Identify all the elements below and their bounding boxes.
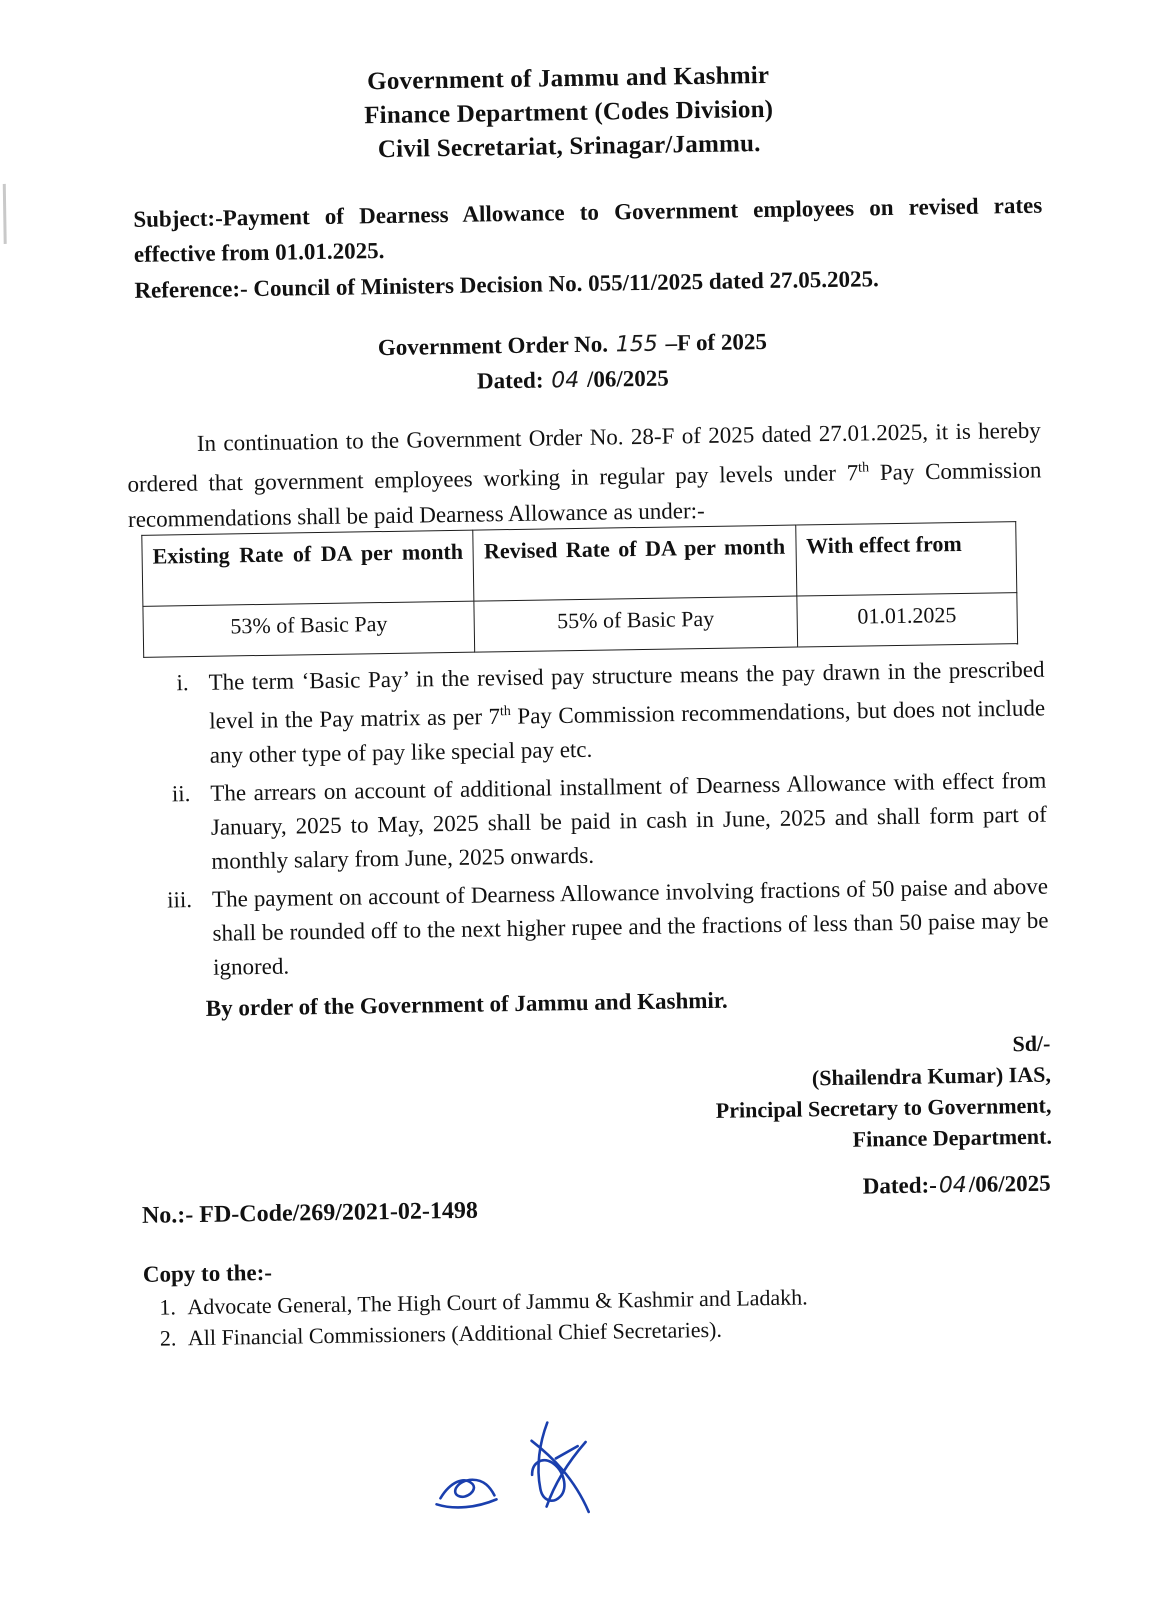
copy-to-title: Copy to the:- xyxy=(142,1259,273,1287)
clause-text xyxy=(212,869,1049,984)
copy-to-block xyxy=(143,1251,809,1353)
table-header-row xyxy=(142,522,1017,607)
order-number-prefix: Government Order No. xyxy=(377,331,609,361)
list-item: 2. All Financial Commissioners (Additional Chief Secretaries). xyxy=(182,1312,809,1353)
table-header-revised-rate: Revised Rate of DA per month xyxy=(473,525,796,601)
clause-text-part1: The arrears on account of additional installment of Dearness Allowance with effect from January, 2025 to May, 2025 shall be paid in cash in June, 2025 and shall form part of monthly salary from June, 2025 onwards. xyxy=(210,767,1047,874)
reference-text: Council of Ministers Decision No. 055/11/2025 dated 27.05.2025. xyxy=(253,266,880,302)
by-order-line: By order of the Government of Jammu and Kashmir. xyxy=(205,987,728,1021)
order-dated-label: Dated: xyxy=(476,367,544,394)
intro-text-part1: In continuation to the Government Order No. 28-F of 2025 dated 27.01.2025, it is hereby ordered that government employees working in regular pay levels under 7 xyxy=(127,417,1041,497)
cell-effect-from: 01.01.2025 xyxy=(796,593,1017,647)
reference-label: Reference:- xyxy=(134,276,248,303)
footer-dated-day-handwritten: 04 xyxy=(938,1172,968,1199)
subject-line xyxy=(133,188,1043,272)
paragraph-indent xyxy=(127,451,197,452)
clause-text xyxy=(208,653,1046,773)
footer-dated-rest: /06/2025 xyxy=(968,1170,1051,1197)
order-dated-day-handwritten: 04 xyxy=(551,367,580,394)
clause-text xyxy=(210,763,1047,878)
footer-dated-label: Dated:- xyxy=(862,1172,938,1199)
cell-revised-rate: 55% of Basic Pay xyxy=(474,596,797,652)
clause-list xyxy=(150,653,1049,990)
clause-text-part2: Pay Commission recommendations, but does not include any other type of pay like special pay etc. xyxy=(209,695,1046,768)
letterhead-line-address: Civil Secretariat, Srinagar/Jammu. xyxy=(377,130,761,164)
cell-existing-rate: 53% of Basic Pay xyxy=(143,601,475,657)
order-number-handwritten: 155 xyxy=(615,331,658,358)
list-item xyxy=(154,869,1049,985)
subject-label: Subject:- xyxy=(133,205,223,232)
clause-numeral: i. xyxy=(176,670,189,696)
signature-block xyxy=(715,1028,1053,1157)
handwritten-signature-icon xyxy=(427,1399,649,1542)
intro-text-part2: Pay Commission recommendations shall be paid Dearness Allowance as under:- xyxy=(127,457,1042,532)
list-item xyxy=(150,653,1046,774)
intro-superscript: th xyxy=(858,460,870,476)
page-edge-artifact xyxy=(3,184,7,244)
clause-text-part1: The payment on account of Dearness Allowance involving fractions of 50 paise and above shall be rounded off to the next higher rupee and the fractions of less than 50 paise may be ignored. xyxy=(211,873,1049,980)
copy-to-list xyxy=(143,1281,808,1353)
clause-numeral: ii. xyxy=(171,780,191,807)
order-number-suffix: –F of 2025 xyxy=(665,328,768,356)
da-rates-table xyxy=(141,521,1018,658)
file-number: No.:- FD-Code/269/2021-02-1498 xyxy=(141,1197,479,1229)
order-dated-rest: /06/2025 xyxy=(586,365,669,392)
letterhead xyxy=(0,53,1146,173)
clause-numeral: iii. xyxy=(166,886,193,913)
footer-dated xyxy=(863,1171,1051,1200)
signature-sd: Sd/- xyxy=(1012,1030,1051,1057)
clause-text-part1: The term ‘Basic Pay’ in the revised pay structure means the pay drawn in the prescribed level in the Pay matrix as per 7 xyxy=(208,656,1045,734)
signature-name: (Shailendra Kumar) IAS, xyxy=(811,1061,1052,1091)
list-item: 1. Advocate General, The High Court of Jammu & Kashmir and Ladakh. xyxy=(181,1281,808,1322)
letterhead-line-government: Government of Jammu and Kashmir xyxy=(366,61,770,96)
table-header-existing-rate: Existing Rate of DA per month xyxy=(142,530,474,606)
letterhead-line-department: Finance Department (Codes Division) xyxy=(363,95,774,130)
order-heading xyxy=(0,319,1150,407)
signature-department: Finance Department. xyxy=(852,1123,1053,1152)
intro-paragraph xyxy=(127,413,1043,537)
list-item xyxy=(152,763,1047,879)
subject-text: Payment of Dearness Allowance to Government employees on revised rates effective from 01.01.2025. xyxy=(133,192,1043,267)
signature-designation: Principal Secretary to Government, xyxy=(715,1092,1052,1123)
table-header-effect-from: With effect from xyxy=(795,522,1017,596)
clause-superscript: th xyxy=(499,704,511,720)
